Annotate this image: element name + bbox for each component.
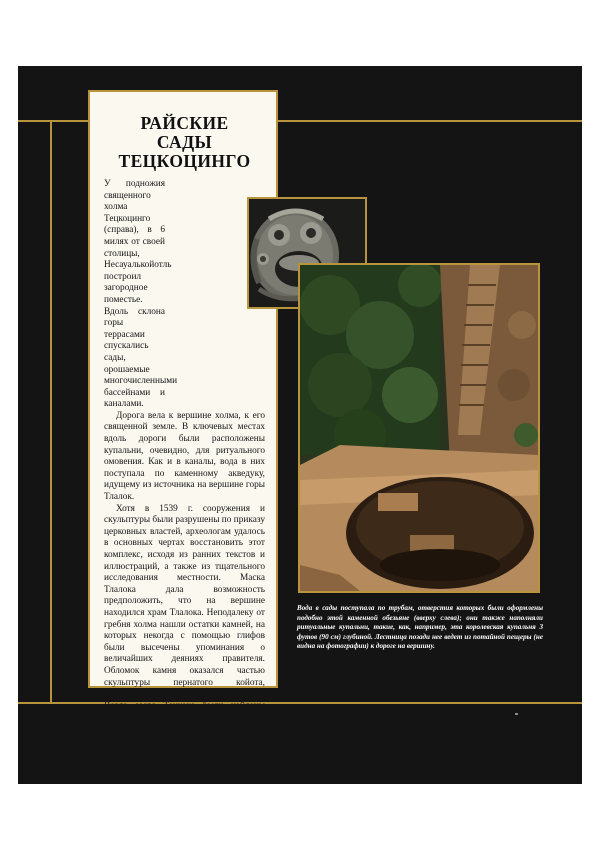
bottom-gold-rule: [18, 702, 582, 704]
title-line: РАЙСКИЕ: [140, 113, 229, 133]
article-panel: [88, 90, 278, 746]
title-line: ТЕЦКОЦИНГО: [118, 151, 251, 171]
royal-bath-image: [300, 265, 538, 591]
left-gold-rule: [50, 120, 52, 704]
paragraph-2: Дорога вела к вершине холма, к его священной земле. В ключевых местах вдоль дороги были расположены купальни, очевидно, для ритуального омовения. Как и в каналы, вода в них поступала по каменному акведуку, идущему из источника на вершине горы Тлалок.: [104, 410, 265, 503]
paragraph-1: У подножия священного холма Тецкоцинго (справа), в 6 милях от своей столицы, Несауалькойотль построил загородное поместье. Вдоль склона горы террасами спускались сады, орошаемые многочисленными бассейнами и каналами.: [104, 179, 178, 410]
royal-bath-photo: [298, 263, 540, 593]
photo-caption: Вода в сады поступала по трубам, отверстия которых были оформлены подобно этой каменной обезьяне (вверху слева); они также наполняли ритуальные купальни, такие, как, например, эта королевская купальня 3 футов (90 см) глубиной. Лестница позади нее ведет из потайной пещеры (не видна на фотографии) к дороге на вершину.: [297, 604, 543, 651]
article-title: [104, 114, 265, 171]
title-line: САДЫ: [156, 132, 213, 152]
paragraph-3: Хотя в 1539 г. сооружения и скульптуры были разрушены по приказу церковных властей, археологам удалось в основных чертах восстановить этот комплекс, исходя из ранних текстов и иллюстраций, а также из тщательного исследования местности. Маска Тлалока дала возможность предположить, что на вершине находился храм Тлалока. Неподалеку от гребня холма нашли остатки камней, на которых некогда с помощью глифов были высечены упоминания о величайших деяниях правителя. Обломок камня оказался частью скульптуры пернатого койота, покровителя и тотема Несауалькойотля. Возле озера Тецкоко были найдены развалины храма, посвященного богине-Земле и сельскохозяйственным божествам.: [104, 503, 265, 746]
article-body: [104, 179, 265, 747]
page-mark: [515, 713, 518, 715]
